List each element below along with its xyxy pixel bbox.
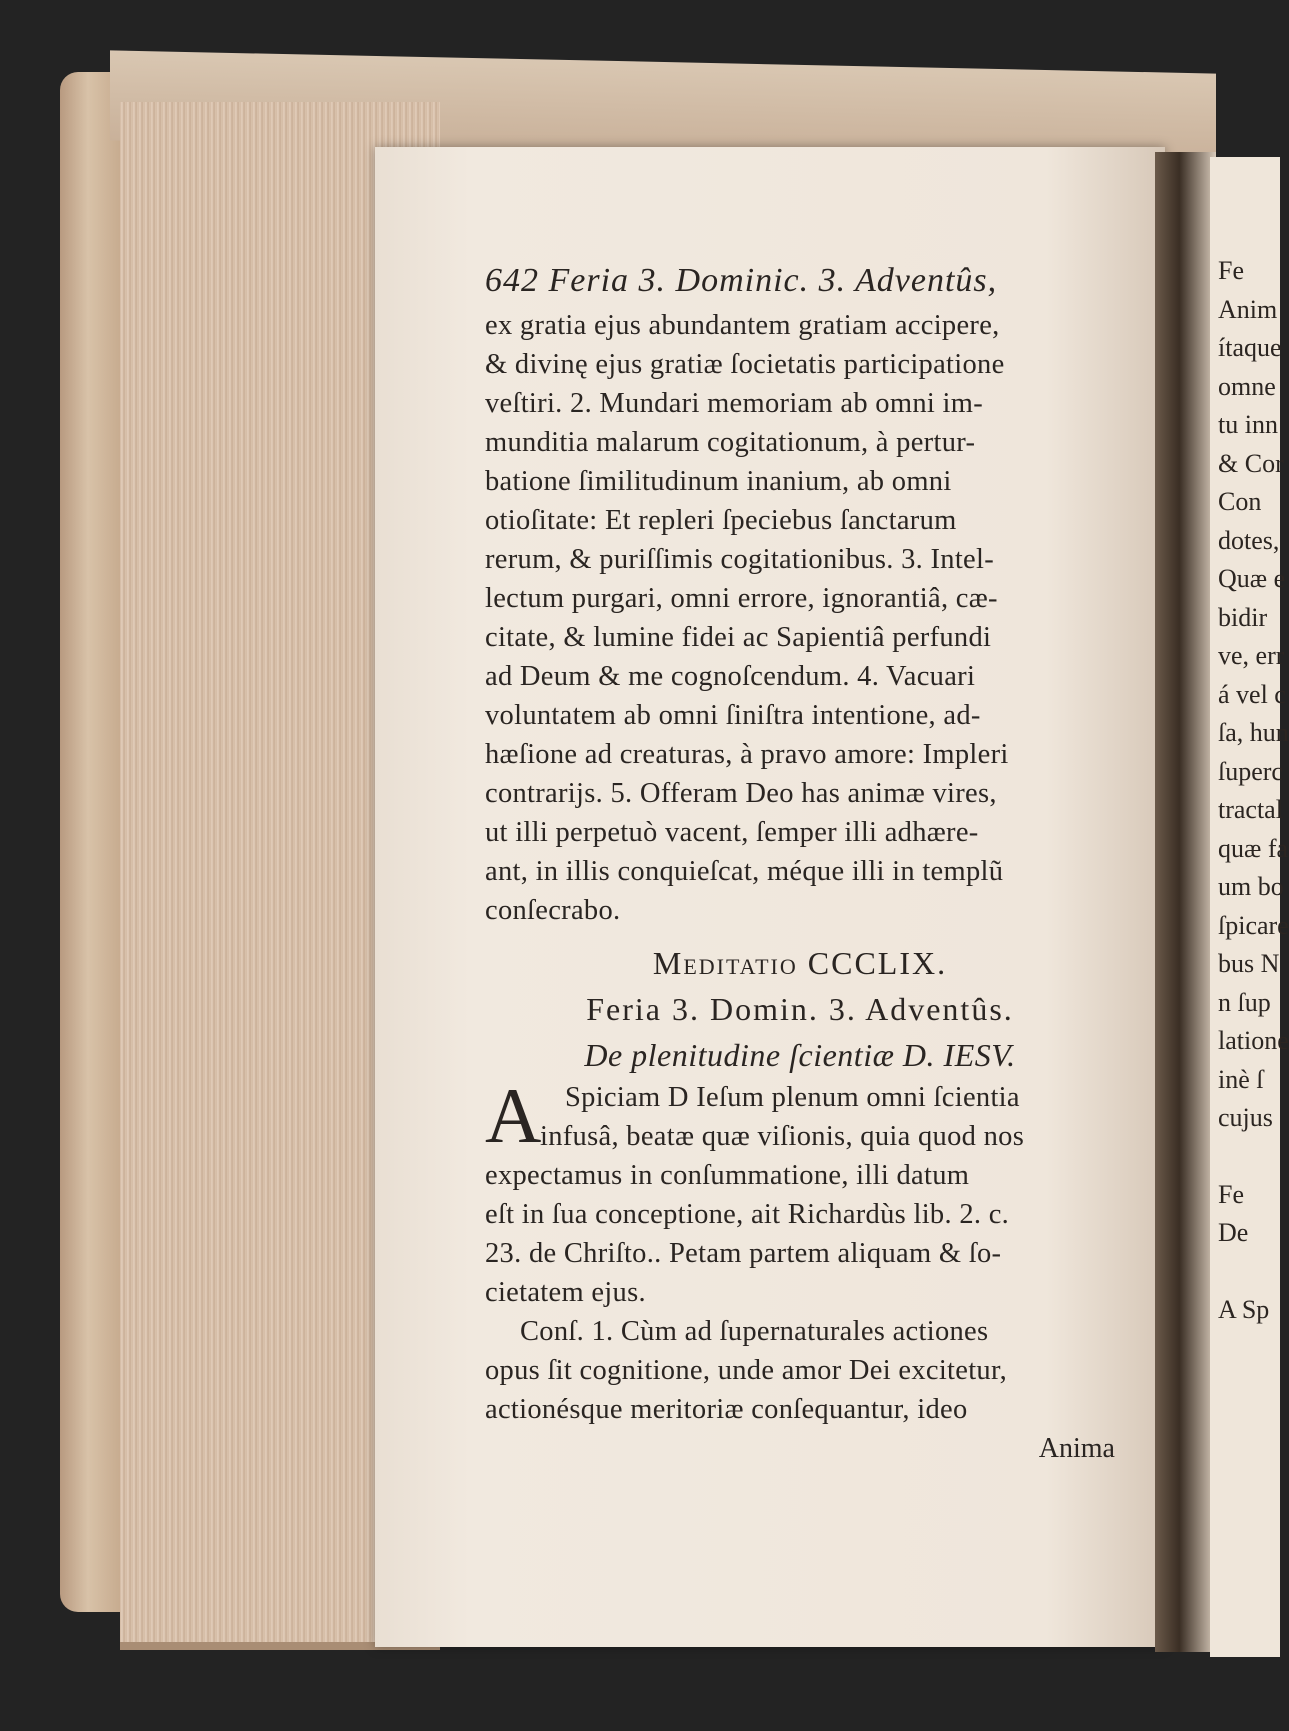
margin-fragment: um bo <box>1218 872 1284 901</box>
text-line: Spiciam D Ieſum plenum omni ſcientia <box>565 1082 1020 1113</box>
text-line: conſecrabo. <box>485 895 621 926</box>
text-line: hæſione ad creaturas, à pravo amore: Impleri <box>485 739 1009 770</box>
margin-fragment: ſuperc <box>1218 756 1283 786</box>
margin-fragment: A Sp <box>1218 1294 1270 1324</box>
text-line: expectamus in conſummatione, illi datum <box>485 1160 970 1191</box>
text-line: batione ſimilitudinum inanium, ab omni <box>485 466 952 497</box>
catchword: Anima <box>1038 1433 1115 1464</box>
text-line: citate, & lumine fidei ac Sapientiâ perfundi <box>485 622 992 653</box>
text-line: veſtiri. 2. Mundari memoriam ab omni im- <box>485 388 983 419</box>
text-line: eſt in ſua conceptione, ait Richardùs lib. 2. c. <box>485 1199 1010 1230</box>
text-line: infusâ, beatæ quæ viſionis, quia quod nos <box>540 1121 1025 1152</box>
text-line: voluntatem ab omni ſiniſtra intentione, ad- <box>485 700 981 731</box>
subject-title: De plenitudine ſcientiæ D. IESV. <box>584 1037 1016 1073</box>
margin-fragment: Fe <box>1218 1179 1244 1209</box>
running-header: 642 Feria 3. Dominic. 3. Adventûs, <box>485 262 998 299</box>
margin-fragment: bidir <box>1218 602 1268 632</box>
text-line: 23. de Chriſto.. Petam partem aliquam & ſo- <box>485 1238 1002 1269</box>
margin-fragment: tu inn <box>1218 410 1278 439</box>
margin-fragment: De <box>1218 1218 1249 1247</box>
margin-fragment: omne <box>1218 371 1276 401</box>
margin-fragment: n ſup <box>1218 987 1271 1017</box>
right-page-fragment <box>1210 157 1289 1657</box>
margin-fragment: & Cor <box>1218 448 1284 478</box>
margin-fragment: ſa, hun <box>1218 718 1289 747</box>
text-line: rerum, & puriſſimis cogitationibus. 3. Intel- <box>485 544 995 575</box>
text-line: & divinę ejus gratiæ ſocietatis participatione <box>485 349 1005 380</box>
feria-title: Feria 3. Domin. 3. Adventûs. <box>586 991 1014 1027</box>
left-page <box>375 147 1165 1647</box>
margin-fragment <box>1218 1138 1289 1176</box>
margin-fragment: ſpicare <box>1218 910 1289 940</box>
margin-fragment: Quæ e <box>1218 564 1286 593</box>
margin-fragment: dotes, <box>1218 525 1280 555</box>
text-line: lectum purgari, omni errore, ignorantiâ, cæ- <box>485 583 998 614</box>
text-line: ad Deum & me cognoſcendum. 4. Vacuari <box>485 661 976 692</box>
margin-fragment: ítaque <box>1218 333 1282 362</box>
margin-fragment: tractal <box>1218 795 1283 824</box>
margin-fragment <box>1218 1253 1289 1291</box>
margin-fragment: Anim <box>1218 294 1278 324</box>
book-gutter <box>1155 152 1216 1652</box>
text-line: munditia malarum cogitationum, à pertur- <box>485 427 976 458</box>
text-line: ut illi perpetuò vacent, ſemper illi adhære- <box>485 817 979 848</box>
margin-fragment: Con <box>1218 487 1262 516</box>
margin-fragment: inè ſ <box>1218 1064 1264 1094</box>
margin-fragment: cujus <box>1218 1103 1273 1132</box>
body-paragraph <box>485 306 1115 930</box>
text-line: contrarijs. 5. Offeram Deo has animæ vires, <box>485 778 997 809</box>
margin-fragment: bus N <box>1218 949 1280 978</box>
margin-fragment: ve, err <box>1218 641 1285 670</box>
book <box>60 62 1289 1662</box>
page-text <box>485 262 1115 1467</box>
text-line: opus ſit cognitione, unde amor Dei excitetur, <box>485 1355 1008 1386</box>
text-line: otioſitate: Et repleri ſpeciebus ſanctarum <box>485 505 957 536</box>
text-line: Conſ. 1. Cùm ad ſupernaturales actiones <box>520 1316 989 1347</box>
text-line: ex gratia ejus abundantem gratiam accipere, <box>485 310 1000 341</box>
margin-fragment: á vel c <box>1218 679 1286 709</box>
text-line: cietatem ejus. <box>485 1277 646 1308</box>
meditation-title: Meditatio CCCLIX. <box>652 945 948 981</box>
opening-paragraph <box>485 1072 1115 1312</box>
margin-fragment: quæ fa <box>1218 833 1289 863</box>
text-line: actionésque meritoriæ conſequantur, ideo <box>485 1394 968 1425</box>
margin-fragment: latione <box>1218 1026 1289 1055</box>
drop-cap: A <box>485 1072 542 1159</box>
margin-fragment: Fe <box>1218 256 1244 285</box>
consideration-paragraph <box>485 1312 1115 1429</box>
text-line: ant, in illis conquieſcat, méque illi in templũ <box>485 856 1004 887</box>
